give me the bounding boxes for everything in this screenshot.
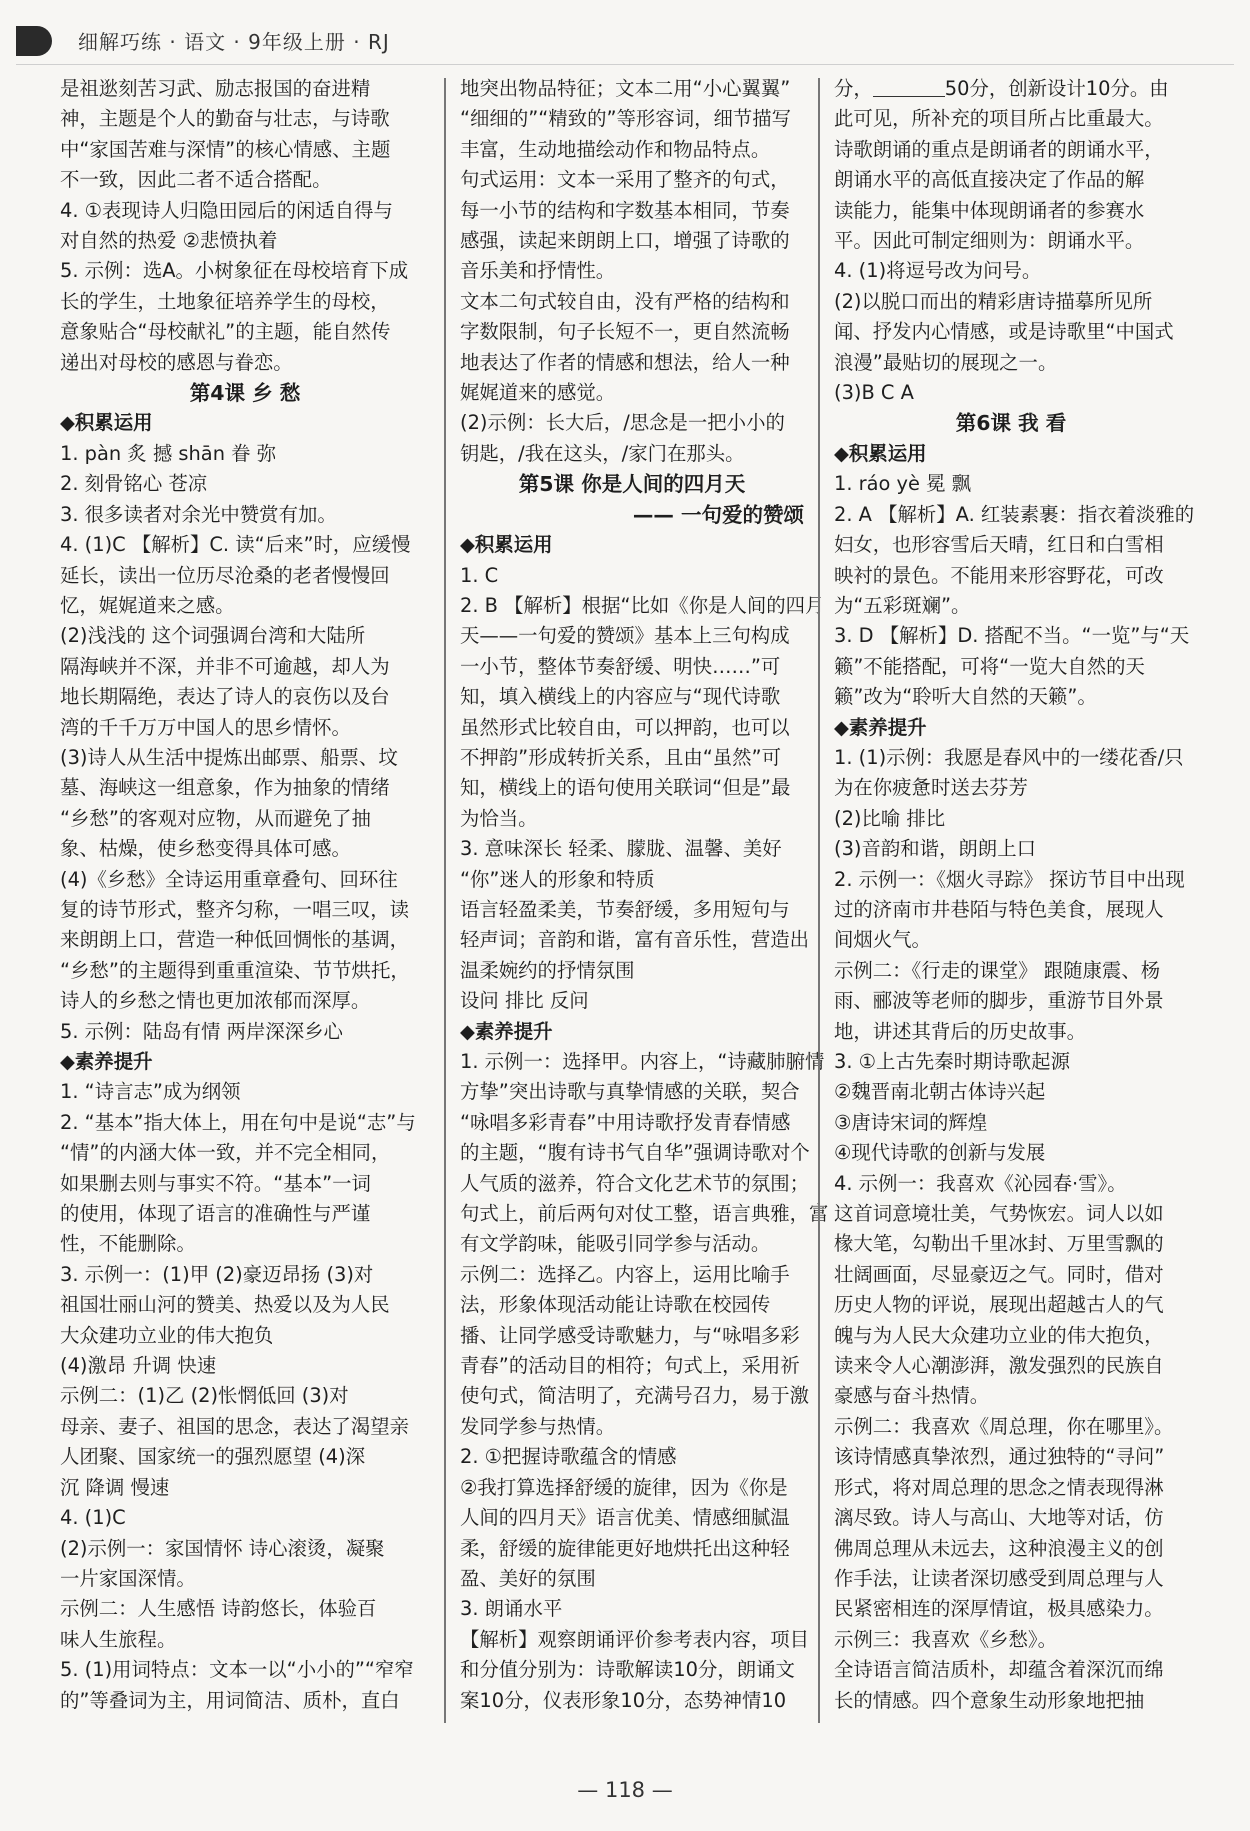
text-line: 3. 意味深长 轻柔、朦胧、温馨、美好 <box>460 837 782 861</box>
text-line: 长的情感。四个意象生动形象地把抽 <box>834 1688 1145 1712</box>
text-line: 2. A 【解析】A. 红装素裹：指衣着淡雅的 <box>834 502 1195 526</box>
text-line: 意象贴合“母校献礼”的主题，能自然传 <box>60 320 391 344</box>
text-line: 每一小节的结构和字数基本相同，节奏 <box>460 198 790 222</box>
text-line: 青春”的活动目的相符；句式上，采用祈 <box>460 1354 800 1378</box>
column-divider <box>444 78 446 1723</box>
text-line: 案10分，仪表形象10分，态势神情10 <box>460 1688 787 1712</box>
column-middle <box>460 74 829 1716</box>
text-line: 朗诵水平的高低直接决定了作品的解 <box>834 168 1145 192</box>
text-line: 4. ①表现诗人归隐田园后的闲适自得与 <box>60 198 393 222</box>
text-line: 字数限制，句子长短不一，更自然流畅 <box>460 320 790 344</box>
text-line: 柔，舒缓的旋律能更好地烘托出这种轻 <box>460 1536 790 1560</box>
text-line: 中“家国苦难与深情”的核心情感、主题 <box>60 137 391 161</box>
column-right <box>834 74 1195 1716</box>
section-heading: ◆积累运用 <box>460 533 553 557</box>
text-line: “细细的”“精致的”等形容词，细节描写 <box>460 107 792 131</box>
text-line: 示例二：《行走的课堂》 跟随康震、杨 <box>834 958 1161 982</box>
text-line: 这首词意境壮美，气势恢宏。词人以如 <box>834 1202 1164 1226</box>
text-line: 来朗朗上口，营造一种低回惆怅的基调， <box>60 928 410 952</box>
text-line: 浪漫”最贴切的展现之一。 <box>834 350 1058 374</box>
text-line: (4)《乡愁》全诗运用重章叠句、回环往 <box>60 867 398 891</box>
text-line: 2. 示例一：《烟火寻踪》 探访节目中出现 <box>834 867 1185 891</box>
text-line: 作手法，让读者深切感受到周总理与人 <box>834 1566 1164 1590</box>
text-line: 音乐美和抒情性。 <box>460 259 616 283</box>
text-line: ②我打算选择舒缓的旋律，因为《你是 <box>460 1475 788 1499</box>
text-line: 知，横线上的语句使用关联词“但是”最 <box>460 776 791 800</box>
text-line: 豪感与奋斗热情。 <box>834 1384 990 1408</box>
section-heading: ◆素养提升 <box>460 1019 553 1043</box>
text-line: 感强，读起来朗朗上口，增强了诗歌的 <box>460 229 790 253</box>
text-line: 文本二句式较自由，没有严格的结构和 <box>460 289 790 313</box>
text-line: 5. (1)用词特点：文本一以“小小的”“窄窄 <box>60 1658 414 1682</box>
text-line: 4. (1)C 【解析】C. 读“后来”时，应缓慢 <box>60 533 411 557</box>
text-line: 1. (1)示例：我愿是春风中的一缕花香/只 <box>834 745 1184 769</box>
text-line <box>834 74 1188 104</box>
text-line: 2. B 【解析】根据“比如《你是人间的四月 <box>460 593 825 617</box>
text-line: 如果删去则与事实不符。“基本”一词 <box>60 1171 371 1195</box>
text-line: 过的济南市井巷陌与特色美食，展现人 <box>834 897 1164 921</box>
text-line: 是祖逖刻苦习武、励志报国的奋进精 <box>60 77 371 100</box>
text-line: 4. (1)C <box>60 1506 126 1530</box>
text-line: 2. ①把握诗歌蕴含的情感 <box>460 1445 677 1469</box>
text-line: (4)激昂 升调 快速 <box>60 1354 217 1378</box>
text-line: 不押韵”形成转折关系，且由“虽然”可 <box>460 745 781 769</box>
text-line: 句式上，前后两句对仗工整，语言典雅，富 <box>460 1202 829 1226</box>
text-line: ③唐诗宋词的辉煌 <box>834 1110 988 1134</box>
text-line: 的”等叠词为主，用词简洁、质朴，直白 <box>60 1688 400 1712</box>
section-heading: ◆积累运用 <box>834 441 927 465</box>
text-line: 示例二：我喜欢《周总理，你在哪里》。 <box>834 1414 1174 1438</box>
text-line: 复的诗节形式，整齐匀称，一唱三叹，读 <box>60 897 410 921</box>
text-line: “你”迷人的形象和特质 <box>460 867 655 891</box>
text-line: (2)示例：长大后，/思念是一把小小的 <box>460 411 785 435</box>
text-line: 沉 降调 慢速 <box>60 1475 170 1499</box>
text-line: 妇女，也形容雪后天晴，红日和白雪相 <box>834 533 1164 557</box>
text-line: 地，讲述其背后的历史故事。 <box>834 1019 1087 1043</box>
text-line: 4. 示例一：我喜欢《沁园春·雪》。 <box>834 1171 1127 1195</box>
text-line: 形式，将对周总理的思念之情表现得淋 <box>834 1475 1164 1499</box>
text-line: 一片家国深情。 <box>60 1566 196 1590</box>
text-line: 人团聚、国家统一的强烈愿望 (4)深 <box>60 1445 366 1469</box>
text-line: 为“五彩斑斓”。 <box>834 593 971 617</box>
text-line: 漓尽致。诗人与高山、大地等对话，仿 <box>834 1506 1164 1530</box>
text-line: “乡愁”的主题得到重重渲染、节节烘托， <box>60 958 410 982</box>
text-line: 此可见，所补充的项目所占比重最大。 <box>834 107 1164 131</box>
text-line: (2)以脱口而出的精彩唐诗描摹所见所 <box>834 289 1153 313</box>
fill-blank-line <box>873 78 945 97</box>
text-line: 1. 示例一：选择甲。内容上，“诗藏肺腑情 <box>460 1050 825 1073</box>
text-line: 间烟火气。 <box>834 928 931 952</box>
header-tab-marker <box>16 26 52 56</box>
text-line: 性，不能删除。 <box>60 1232 196 1256</box>
text-line: 全诗语言简洁质朴，却蕴含着深沉而绵 <box>834 1658 1164 1682</box>
text-line: 隔海峡并不深，并非不可逾越，却人为 <box>60 654 390 678</box>
text-line: 神，主题是个人的勤奋与壮志，与诗歌 <box>60 107 390 131</box>
text-line: 为恰当。 <box>460 806 538 830</box>
text-line: 长的学生，土地象征培养学生的母校， <box>60 289 390 313</box>
book-title: 细解巧练 · 语文 · 9年级上册 · RJ <box>78 30 390 54</box>
text-line: 忆，娓娓道来之感。 <box>60 593 235 617</box>
text-line: 闻、抒发内心情感，或是诗歌里“中国式 <box>834 320 1174 344</box>
text-line: 延长，读出一位历尽沧桑的老者慢慢回 <box>60 563 390 587</box>
lesson-title: —— 一句爱的赞颂 <box>632 502 804 527</box>
text-line: 雨、郦波等老师的脚步，重游节目外景 <box>834 989 1164 1013</box>
text-line: 5. 示例：陆岛有情 两岸深深乡心 <box>60 1019 343 1043</box>
text-line: 味人生旅程。 <box>60 1627 177 1651</box>
text-line: 钥匙，/我在这头，/家门在那头。 <box>460 441 745 465</box>
text-fragment: 分， <box>834 77 873 100</box>
text-line: 播、让同学感受诗歌魅力，与“咏唱多彩 <box>460 1323 800 1347</box>
text-line: “乡愁”的客观对应物，从而避免了抽 <box>60 806 371 830</box>
text-line: 有文学韵味，能吸引同学参与活动。 <box>460 1232 771 1256</box>
text-line: 方挚”突出诗歌与真挚情感的关联，契合 <box>460 1080 800 1104</box>
section-heading: ◆素养提升 <box>834 715 927 739</box>
text-line: 和分值分别为：诗歌解读10分，朗诵文 <box>460 1658 795 1682</box>
text-line: 地突出物品特征；文本二用“小心翼翼” <box>460 77 791 100</box>
text-line: (2)浅浅的 这个词强调台湾和大陆所 <box>60 624 366 648</box>
text-line: 2. 刻骨铭心 苍凉 <box>60 472 208 496</box>
text-line: 句式运用：文本一采用了整齐的句式， <box>460 168 790 192</box>
text-line: 不一致，因此二者不适合搭配。 <box>60 168 332 192</box>
text-line: 籁”改为“聆听大自然的天籁”。 <box>834 685 1097 709</box>
text-line: (2)比喻 排比 <box>834 806 946 830</box>
text-line: 的主题，“腹有诗书气自华”强调诗歌对个 <box>460 1141 810 1165</box>
text-line: 母亲、妻子、祖国的思念，表达了渴望亲 <box>60 1414 410 1438</box>
text-line: 平。因此可制定细则为：朗诵水平。 <box>834 229 1145 253</box>
text-line: 人间的四月天》语言优美、情感细腻温 <box>460 1506 790 1530</box>
text-line: 一小节，整体节奏舒缓、明快……”可 <box>460 654 781 678</box>
text-fragment: 50分，创新设计10分。由 <box>944 77 1169 100</box>
text-line: 籁”不能搭配，可将“一览大自然的天 <box>834 654 1145 678</box>
text-line: 设问 排比 反问 <box>460 989 589 1013</box>
text-line: 示例二：人生感悟 诗韵悠长，体验百 <box>60 1597 377 1621</box>
header-rule <box>16 64 1234 65</box>
lesson-title: 第4课 乡 愁 <box>189 381 301 406</box>
section-heading: ◆积累运用 <box>60 411 153 435</box>
text-line: 地表达了作者的情感和想法，给人一种 <box>460 350 790 374</box>
text-line: 读能力，能集中体现朗诵者的参赛水 <box>834 198 1145 222</box>
text-line: 盈、美好的氛围 <box>460 1566 596 1590</box>
text-line: 的使用，体现了语言的准确性与严谨 <box>60 1202 371 1226</box>
text-line: 诗歌朗诵的重点是朗诵者的朗诵水平， <box>834 137 1164 161</box>
text-line: 温柔婉约的抒情氛围 <box>460 958 635 982</box>
text-line: 【解析】观察朗诵评价参考表内容，项目 <box>460 1627 810 1651</box>
column-left <box>60 74 430 1716</box>
text-line: 为在你疲惫时送去芬芳 <box>834 776 1028 800</box>
text-line: 象、枯燥，使乡愁变得具体可感。 <box>60 837 351 861</box>
text-line: 读来令人心潮澎湃，激发强烈的民族自 <box>834 1354 1164 1378</box>
text-line: 虽然形式比较自由，可以押韵，也可以 <box>460 715 790 739</box>
text-line: 魄与为人民大众建功立业的伟大抱负， <box>834 1323 1164 1347</box>
text-line: 示例二：选择乙。内容上，运用比喻手 <box>460 1262 790 1286</box>
text-line: 祖国壮丽山河的赞美、热爱以及为人民 <box>60 1293 390 1317</box>
lesson-title: 第6课 我 看 <box>955 411 1067 436</box>
section-heading: ◆素养提升 <box>60 1050 153 1073</box>
text-line: 历史人物的评说，展现出超越古人的气 <box>834 1293 1164 1317</box>
text-line: 使句式，简洁明了，充满号召力，易于激 <box>460 1384 810 1408</box>
text-line: 诗人的乡愁之情也更加浓郁而深厚。 <box>60 989 371 1013</box>
text-line: 示例二：(1)乙 (2)怅惘低回 (3)对 <box>60 1384 349 1408</box>
lesson-title: 第5课 你是人间的四月天 <box>518 472 746 497</box>
text-line: 丰富，生动地描绘动作和物品特点。 <box>460 137 771 161</box>
text-line: 对自然的热爱 ②悲愤执着 <box>60 229 278 253</box>
text-line: 地长期隔绝，表达了诗人的哀伤以及台 <box>60 685 390 709</box>
text-line: 3. ①上古先秦时期诗歌起源 <box>834 1050 1070 1073</box>
text-line: (3)诗人从生活中提炼出邮票、船票、坟 <box>60 745 398 769</box>
text-line: 知，填入横线上的内容应与“现代诗歌 <box>460 685 781 709</box>
text-line: ④现代诗歌的创新与发展 <box>834 1141 1046 1165</box>
text-line: “咏唱多彩青春”中用诗歌抒发青春情感 <box>460 1110 791 1134</box>
text-line: 娓娓道来的感觉。 <box>460 381 616 405</box>
text-line: 轻声词；音韵和谐，富有音乐性，营造出 <box>460 928 810 952</box>
text-line: 墓、海峡这一组意象，作为抽象的情绪 <box>60 776 390 800</box>
text-line: 示例三：我喜欢《乡愁》。 <box>834 1627 1057 1651</box>
text-line: 1. pàn 炙 撼 shān 眷 弥 <box>60 441 277 465</box>
text-line: 递出对母校的感恩与眷恋。 <box>60 350 293 374</box>
text-line: 5. 示例：选A。小树象征在母校培育下成 <box>60 259 409 283</box>
text-line: 映衬的景色。不能用来形容野花，可改 <box>834 563 1164 587</box>
page-header <box>0 0 1250 70</box>
text-line: (2)示例一：家国情怀 诗心滚烫，凝聚 <box>60 1536 385 1560</box>
page-number: — 118 — <box>577 1778 673 1802</box>
text-line: 佛周总理从未远去，这种浪漫主义的创 <box>834 1536 1164 1560</box>
text-line: 3. 很多读者对余光中赞赏有加。 <box>60 502 337 526</box>
text-line: ②魏晋南北朝古体诗兴起 <box>834 1080 1046 1104</box>
text-line: 3. 朗诵水平 <box>460 1597 563 1621</box>
text-line: 壮阔画面，尽显豪迈之气。同时，借对 <box>834 1262 1164 1286</box>
text-line: 民紧密相连的深厚情谊，极具感染力。 <box>834 1597 1164 1621</box>
text-line: 3. 示例一：(1)甲 (2)豪迈昂扬 (3)对 <box>60 1262 374 1286</box>
text-line: 该诗情感真挚浓烈，通过独特的“寻问” <box>834 1445 1165 1469</box>
text-line: 1. ráo yè 冕 飘 <box>834 472 972 496</box>
text-line: 大众建功立业的伟大抱负 <box>60 1323 274 1347</box>
text-line: (3)音韵和谐，朗朗上口 <box>834 837 1036 861</box>
text-line: 湾的千千万万中国人的思乡情怀。 <box>60 715 351 739</box>
text-line: 人气质的滋养，符合文化艺术节的氛围； <box>460 1171 810 1195</box>
column-divider <box>818 78 820 1723</box>
text-line: 4. (1)将逗号改为问号。 <box>834 259 1042 283</box>
text-line: 2. “基本”指大体上，用在句中是说“志”与 <box>60 1110 416 1134</box>
text-line: 1. C <box>460 563 499 587</box>
text-line: (3)B C A <box>834 381 914 405</box>
text-line: 3. D 【解析】D. 搭配不当。“一览”与“天 <box>834 624 1190 648</box>
text-line: 1. “诗言志”成为纲领 <box>60 1080 241 1104</box>
text-line: 法，形象体现活动能让诗歌在校园传 <box>460 1293 771 1317</box>
text-line: “情”的内涵大体一致，并不完全相同， <box>60 1141 391 1165</box>
text-line: 发同学参与热情。 <box>460 1414 616 1438</box>
text-line: 椽大笔，勾勒出千里冰封、万里雪飘的 <box>834 1232 1164 1256</box>
text-line: 天——一句爱的赞颂》基本上三句构成 <box>460 624 790 648</box>
text-line: 语言轻盈柔美，节奏舒缓，多用短句与 <box>460 897 790 921</box>
